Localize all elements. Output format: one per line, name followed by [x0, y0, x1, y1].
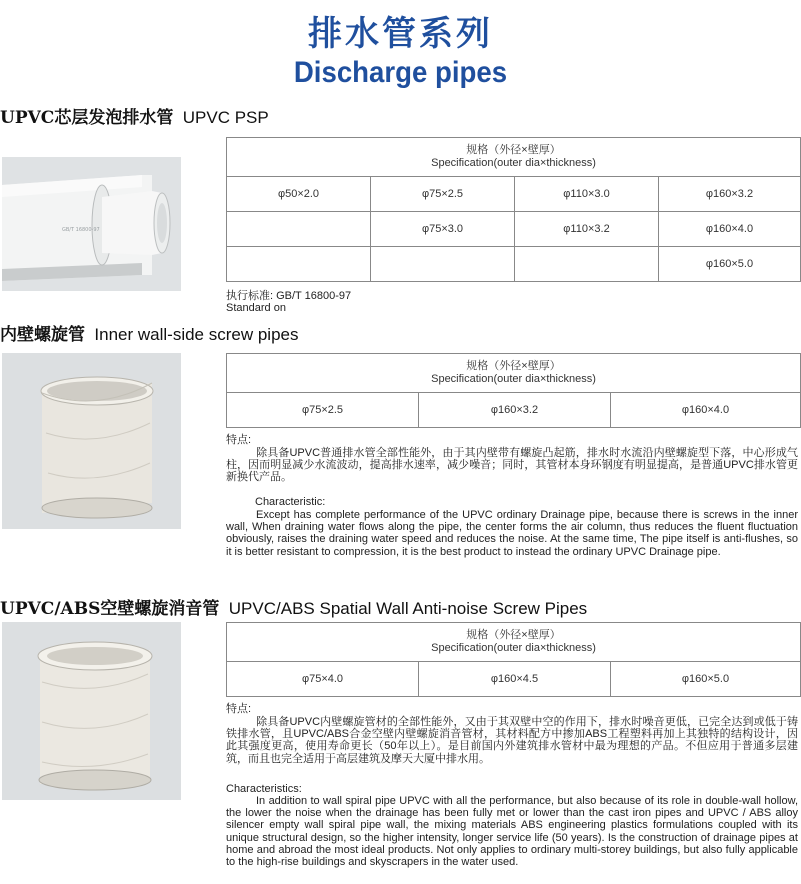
- pipe-photo-image: [2, 157, 181, 291]
- feature-en: Except has complete performance of the UPVC ordinary Drainage pipe, because there is screws in the inner wall, When draining water flows along the pipe, the center forms the air column, thus reduces the fluent fluctuation obviously, raises the draining water speed and reduces the noise. At the same time, The pipe itself is anti-flushes, so it is better resistant to compression, it is the best product to instead the ordinary UPVC Drainage pipe.: [226, 509, 798, 558]
- spec-cell: φ75×2.5: [371, 177, 515, 212]
- abs-antinoise-pipe-photo: [2, 622, 181, 800]
- spec-cell: φ160×3.2: [659, 177, 801, 212]
- spec-header-cn: 规格（外径×壁厚）: [466, 360, 561, 372]
- feature-text-cn: [226, 447, 798, 484]
- section-abs-antinoise-heading: [0, 594, 587, 619]
- standard-en: Standard on: [226, 302, 286, 314]
- characteristic-label: Characteristic:: [255, 496, 326, 508]
- spec-cell: φ160×5.0: [611, 662, 801, 697]
- spec-header-cn: 规格（外径×壁厚）: [466, 629, 561, 641]
- spec-cell: [515, 247, 659, 282]
- inner-screw-pipe-photo: [2, 353, 181, 529]
- spec-header-cn: 规格（外径×壁厚）: [466, 144, 561, 156]
- feature-text-en: [226, 509, 798, 558]
- spec-cell: φ50×2.0: [227, 177, 371, 212]
- standard-cn: 执行标准: GB/T 16800-97: [226, 290, 352, 302]
- spec-cell: φ160×4.0: [611, 393, 801, 428]
- section-heading-en: Inner wall-side screw pipes: [94, 325, 299, 344]
- spec-cell: [227, 212, 371, 247]
- pipe-photo-image: [2, 622, 181, 800]
- feature-label: 特点:: [226, 434, 252, 446]
- feature-text-cn: [226, 716, 798, 765]
- svg-text:GB/T 16800-97: GB/T 16800-97: [62, 227, 100, 233]
- spec-header-en: Specification(outer dia×thickness): [431, 157, 596, 169]
- pipe-photo-image: [2, 353, 181, 529]
- abs-antinoise-spec-table: [226, 622, 801, 697]
- spec-header-cell: [227, 138, 801, 177]
- section-heading-cn: 内壁螺旋管: [0, 325, 85, 345]
- upvc-psp-spec-table: [226, 137, 801, 282]
- spec-header-en: Specification(outer dia×thickness): [431, 373, 596, 385]
- section-heading-en: UPVC PSP: [182, 108, 269, 127]
- page-title-cn: 排水管系列: [308, 14, 493, 54]
- spec-cell: φ75×4.0: [227, 662, 419, 697]
- upvc-psp-pipe-photo: [2, 157, 181, 291]
- spec-cell: φ110×3.0: [515, 177, 659, 212]
- standard-note: [226, 290, 351, 314]
- spec-cell: φ160×4.0: [659, 212, 801, 247]
- spec-cell: φ110×3.2: [515, 212, 659, 247]
- section-heading-cn: UPVC/ABS空壁螺旋消音管: [0, 599, 220, 619]
- spec-cell: φ160×5.0: [659, 247, 801, 282]
- spec-cell: φ75×2.5: [227, 393, 419, 428]
- section-upvc-psp-heading: [0, 103, 269, 128]
- page-title-en: Discharge pipes: [293, 56, 508, 89]
- feature-label: 特点:: [226, 703, 252, 715]
- characteristic-label: Characteristics:: [226, 783, 302, 795]
- section-heading-cn: UPVC芯层发泡排水管: [0, 108, 174, 128]
- spec-cell: [227, 247, 371, 282]
- spec-header-cell: [227, 354, 801, 393]
- spec-cell: φ160×4.5: [419, 662, 611, 697]
- feature-text-en: [226, 795, 798, 868]
- spec-cell: φ75×3.0: [371, 212, 515, 247]
- section-inner-screw-heading: [0, 320, 299, 345]
- section-heading-en: UPVC/ABS Spatial Wall Anti-noise Screw Pipes: [228, 599, 588, 618]
- spec-header-cell: [227, 623, 801, 662]
- inner-screw-spec-table: [226, 353, 801, 428]
- feature-cn: 除具备UPVC内壁螺旋管材的全部性能外，又由于其双壁中空的作用下，排水时噪音更低，已完全达到或低于铸铁排水管，且UPVC/ABS合金空壁内壁螺旋消音管材，其材料配方中掺加ABS工程塑料再加上其独特的结构设计，因此其强度更高，使用寿命更长（50年以上）。是目前国内外建筑排水管材中最为理想的产品。不但应用于普通多层建筑，而且也完全适用于高层建筑及摩天大厦中排水用。: [226, 716, 798, 765]
- feature-cn: 除具备UPVC普通排水管全部性能外，由于其内壁带有螺旋凸起筋，排水时水流沿内壁螺旋型下落，中心形成气柱，因而明显减少水流波动，提高排水速率，减少噪音；同时，其管材本身环钢度有明显提高，是普通UPVC排水管更新换代产品。: [226, 447, 798, 484]
- feature-en: In addition to wall spiral pipe UPVC with all the performance, but also because of its role in double-wall hollow, the lower the noise when the drainage has been fully met or lower than the cast iron pipes and UPVC / ABS alloy silencer empty wall spiral pipe wall, the mixing materials ABS engineering plastics formulations coupled with its unique structural design, so the higher intensity, longer service life (50 years). Is the construction of drainage pipes at home and abroad the most ideal products. Not only applies to ordinary multi-storey buildings, but also fully applicable to the high-rise buildings and skyscrapers in the water used.: [226, 795, 798, 869]
- spec-cell: φ160×3.2: [419, 393, 611, 428]
- spec-cell: [371, 247, 515, 282]
- spec-header-en: Specification(outer dia×thickness): [431, 642, 596, 654]
